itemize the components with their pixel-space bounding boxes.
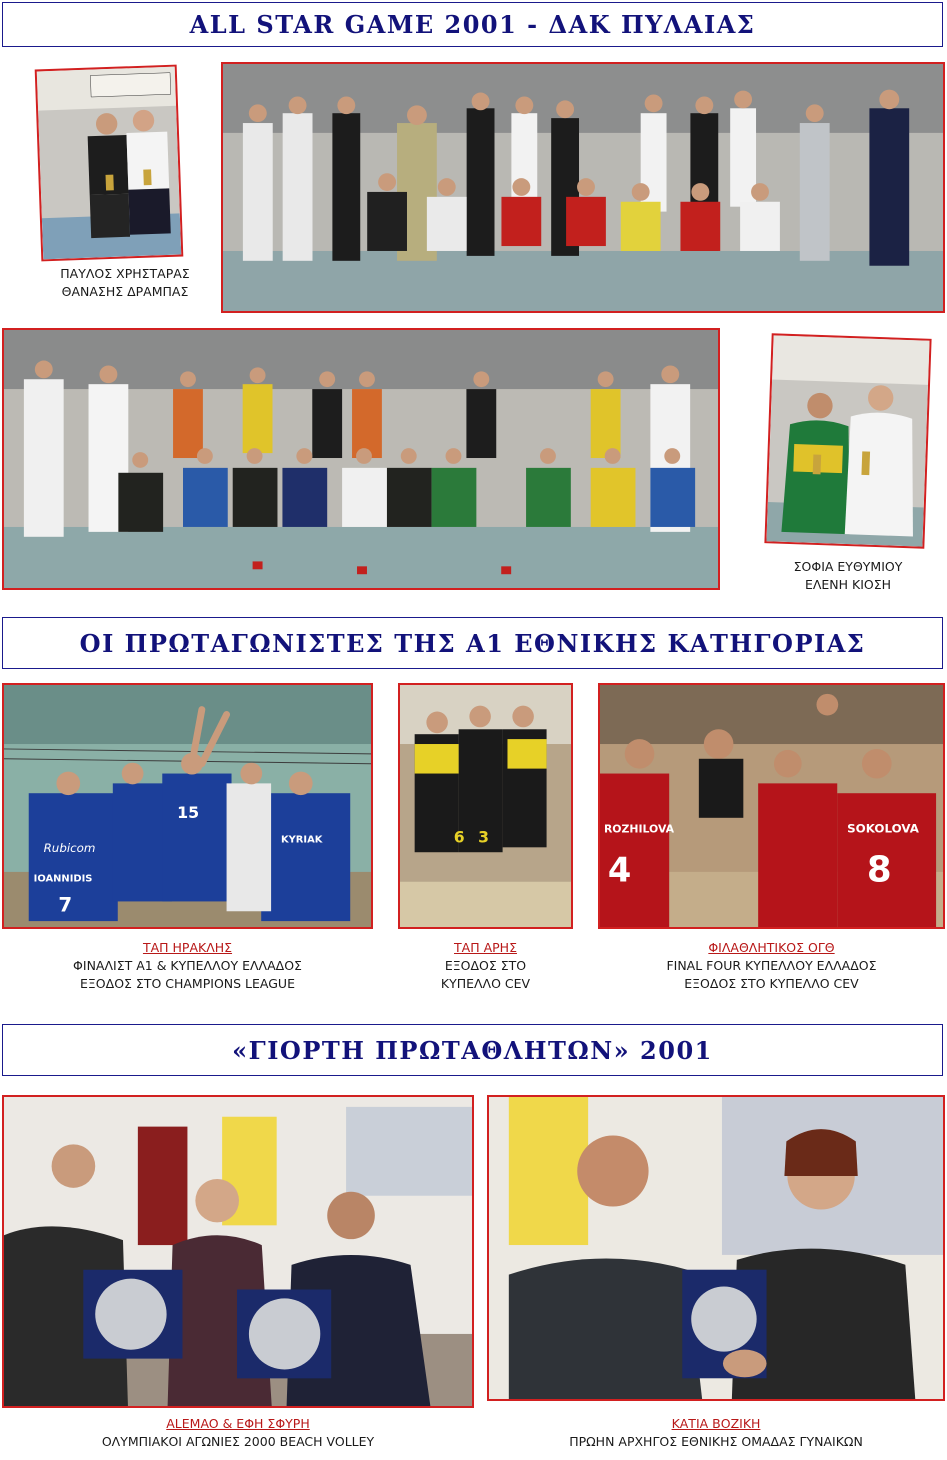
ogth-caption-title: ΦΙΛΑΘΛΗΤΙΚΟΣ ΟΓΘ: [708, 940, 835, 955]
allstar-girls-caption: [748, 558, 947, 594]
aris-caption-title: ΤΑΠ ΑΡΗΣ: [454, 940, 517, 955]
photo-katia-vozikh: [487, 1095, 945, 1401]
allstar-title: ALL STAR GAME 2001 - ΔΑΚ ΠΥΛΑΙΑΣ: [189, 10, 756, 39]
girls-name-2: ΕΛΕΝΗ ΚΙΟΣΗ: [804, 577, 892, 592]
ogth-caption: [598, 939, 945, 993]
photo-alemao-sfyri: [2, 1095, 474, 1408]
photo-ogth: [598, 683, 945, 929]
heracles-caption-title: ΤΑΠ ΗΡΑΚΛΗΣ: [142, 940, 233, 955]
girls-name-1: ΣΟΦΙΑ ΕΥΘΥΜΙΟΥ: [793, 559, 903, 574]
heracles-caption: [2, 939, 373, 993]
alemao-caption-line1: ΟΛΥΜΠΙΑΚΟΙ ΑΓΩΝΙΕΣ 2000 BEACH VOLLEY: [101, 1434, 375, 1449]
photo-allstar-girls: [764, 333, 931, 548]
boys-name-2: ΘΑΝΑΣΗΣ ΔΡΑΜΠΑΣ: [61, 284, 189, 299]
heracles-jersey-number-1: 7: [58, 893, 73, 917]
ogth-jersey-number-2: 4: [607, 850, 632, 890]
celebration-banner: [2, 1024, 943, 1076]
photo-aris: [398, 683, 573, 929]
alemao-caption-title: ALEMAO & ΕΦΗ ΣΦΥΡΗ: [166, 1416, 310, 1431]
katia-caption-line1: ΠΡΩΗΝ ΑΡΧΗΓΟΣ ΕΘΝΙΚΗΣ ΟΜΑΔΑΣ ΓΥΝΑΙΚΩΝ: [569, 1434, 863, 1449]
heracles-jersey-sponsor: Rubicom: [43, 841, 96, 856]
ogth-jersey-number-1: 8: [866, 849, 892, 891]
ogth-jersey-name-2: ROZHILOVA: [603, 822, 675, 836]
aris-caption: [398, 939, 573, 993]
a1-title: ΟΙ ΠΡΩΤΑΓΩΝΙΣΤΕΣ ΤΗΣ Α1 ΕΘΝΙΚΗΣ ΚΑΤΗΓΟΡΙΑΣ: [79, 628, 866, 658]
photo-allstar-boys-group: [221, 62, 945, 313]
ogth-caption-line1: FINAL FOUR ΚΥΠΕΛΛΟΥ ΕΛΛΑΔΟΣ: [666, 958, 877, 973]
ogth-jersey-name-1: SOKOLOVA: [847, 821, 919, 836]
alemao-caption: [2, 1415, 474, 1451]
photo-heracles: [2, 683, 373, 929]
allstar-boys-caption: [40, 265, 210, 301]
heracles-caption-line2: ΕΞΟΔΟΣ ΣΤΟ CHAMPIONS LEAGUE: [80, 976, 295, 991]
heracles-jersey-name-1: IOANNIDIS: [33, 873, 93, 885]
heracles-jersey-name-2: KYRIAK: [280, 834, 323, 846]
photo-allstar-girls-group: [2, 328, 720, 590]
photo-allstar-boys: [35, 65, 184, 262]
boys-name-1: ΠΑΥΛΟΣ ΧΡΗΣΤΑΡΑΣ: [60, 266, 190, 281]
katia-caption-title: ΚΑΤΙΑ ΒΟΖΙΚΗ: [671, 1416, 761, 1431]
aris-jersey-number-2: 3: [478, 827, 490, 847]
katia-caption: [487, 1415, 945, 1451]
aris-jersey-number-1: 6: [453, 827, 465, 847]
heracles-jersey-number-2: 15: [177, 802, 200, 822]
a1-banner: [2, 617, 943, 669]
heracles-caption-line1: ΦΙΝΑΛΙΣΤ Α1 & ΚΥΠΕΛΛΟΥ ΕΛΛΑΔΟΣ: [73, 958, 302, 973]
allstar-banner: [2, 2, 943, 47]
aris-caption-line1: ΕΞΟΔΟΣ ΣΤΟ: [444, 958, 527, 973]
aris-caption-line2: ΚΥΠΕΛΛΟ CEV: [440, 976, 531, 991]
celebration-title: «ΓΙΟΡΤΗ ΠΡΩΤΑΘΛΗΤΩΝ» 2001: [232, 1035, 713, 1065]
ogth-caption-line2: ΕΞΟΔΟΣ ΣΤΟ ΚΥΠΕΛΛΟ CEV: [684, 976, 859, 991]
